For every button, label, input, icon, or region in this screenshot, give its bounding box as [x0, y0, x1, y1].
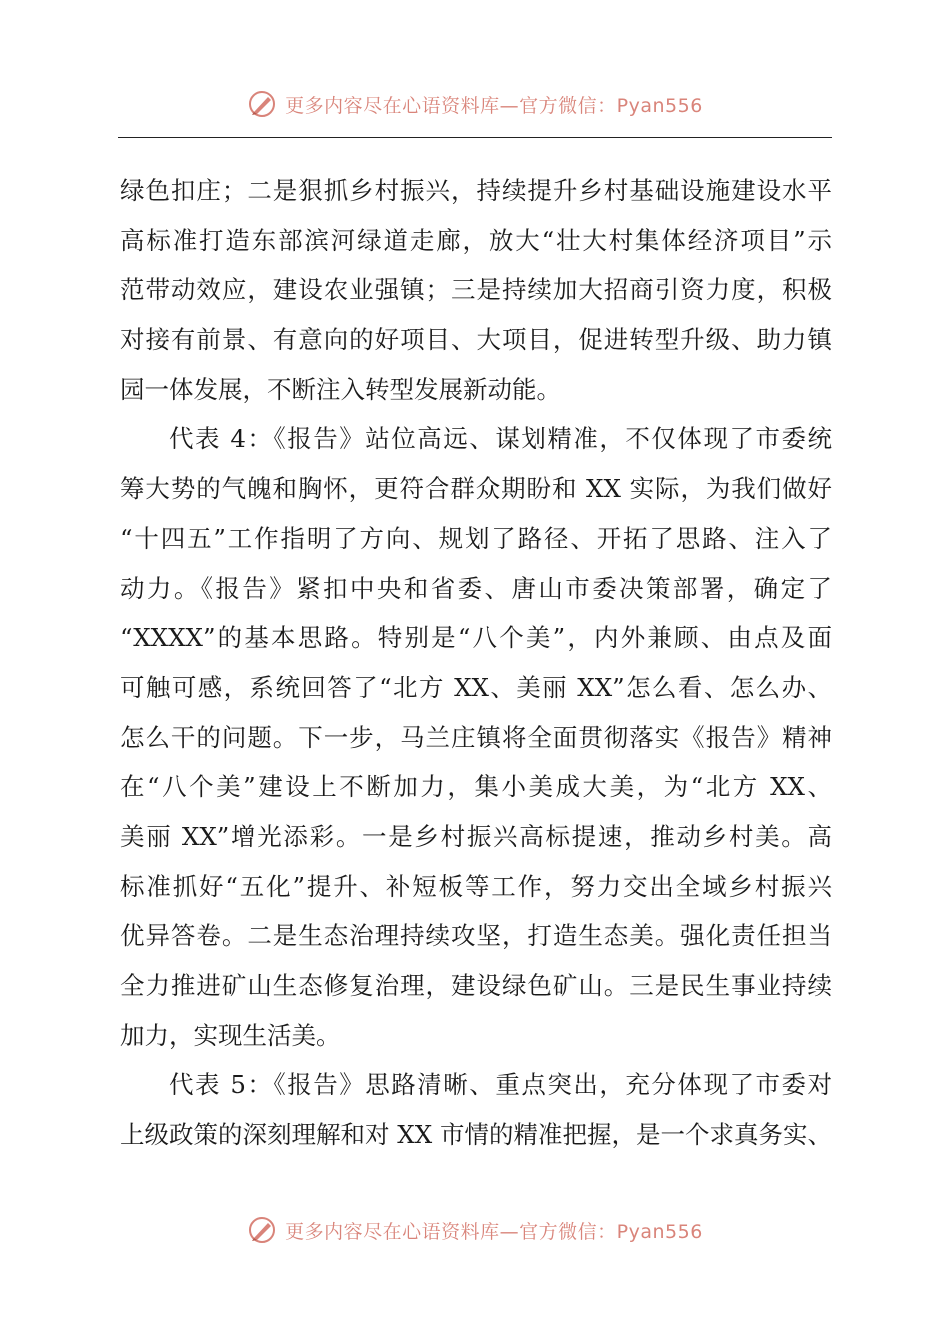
text-line: 对接有前景、有意向的好项目、大项目，促进转型升级、助力镇: [120, 325, 832, 355]
header-banner-text: 更多内容尽在心语资料库—官方微信：Pyan556: [285, 94, 703, 117]
text-line: “十四五”工作指明了方向、规划了路径、开拓了思路、注入了: [120, 523, 832, 553]
paragraph-start-line: 代表 5：《报告》思路清晰、重点突出，充分体现了市委对: [169, 1070, 832, 1100]
text-line: 动力。《报告》紧扣中央和省委、唐山市委决策部署，确定了: [120, 573, 832, 603]
text-line: 怎么干的问题。下一步，马兰庄镇将全面贯彻落实《报告》精神: [120, 722, 832, 752]
page-footer: [0, 1210, 950, 1250]
text-line: 绿色扣庄；二是狠抓乡村振兴，持续提升乡村基础设施建设水平: [120, 176, 832, 205]
pen-circle-logo-icon: [247, 89, 277, 119]
text-line: 可触可感，系统回答了“北方 XX、美丽 XX”怎么看、怎么办、: [120, 672, 832, 702]
document-body: [120, 166, 832, 1160]
text-line: 上级政策的深刻理解和对 XX 市情的精准把握，是一个求真务实、: [120, 1120, 832, 1150]
footer-banner-text: 更多内容尽在心语资料库—官方微信：Pyan556: [285, 1220, 703, 1243]
text-line: “XXXX”的基本思路。特别是“八个美”，内外兼顾、由点及面: [120, 623, 832, 653]
text-line: 加力，实现生活美。: [120, 1020, 341, 1050]
text-line: 园一体发展，不断注入转型发展新动能。: [120, 374, 561, 404]
text-line: 在“八个美”建设上不断加力，集小美成大美，为“北方 XX、: [120, 772, 832, 802]
text-line: 优异答卷。二是生态治理持续攻坚，打造生态美。强化责任担当: [120, 921, 832, 951]
text-line: 范带动效应，建设农业强镇；三是持续加大招商引资力度，积极: [120, 275, 832, 305]
pen-circle-logo-icon: [247, 1215, 277, 1245]
page-header: [0, 84, 950, 124]
text-line: 全力推进矿山生态修复治理，建设绿色矿山。三是民生事业持续: [120, 971, 832, 1000]
header-divider: [118, 137, 832, 138]
paragraph-start-line: 代表 4：《报告》站位高远、谋划精准，不仅体现了市委统: [169, 424, 832, 454]
text-line: 标准抓好“五化”提升、补短板等工作，努力交出全域乡村振兴: [120, 871, 832, 901]
text-line: 高标准打造东部滨河绿道走廊，放大“壮大村集体经济项目”示: [120, 225, 832, 255]
text-line: 筹大势的气魄和胸怀，更符合群众期盼和 XX 实际，为我们做好: [120, 474, 832, 504]
text-line: 美丽 XX”增光添彩。一是乡村振兴高标提速，推动乡村美。高: [120, 821, 832, 851]
